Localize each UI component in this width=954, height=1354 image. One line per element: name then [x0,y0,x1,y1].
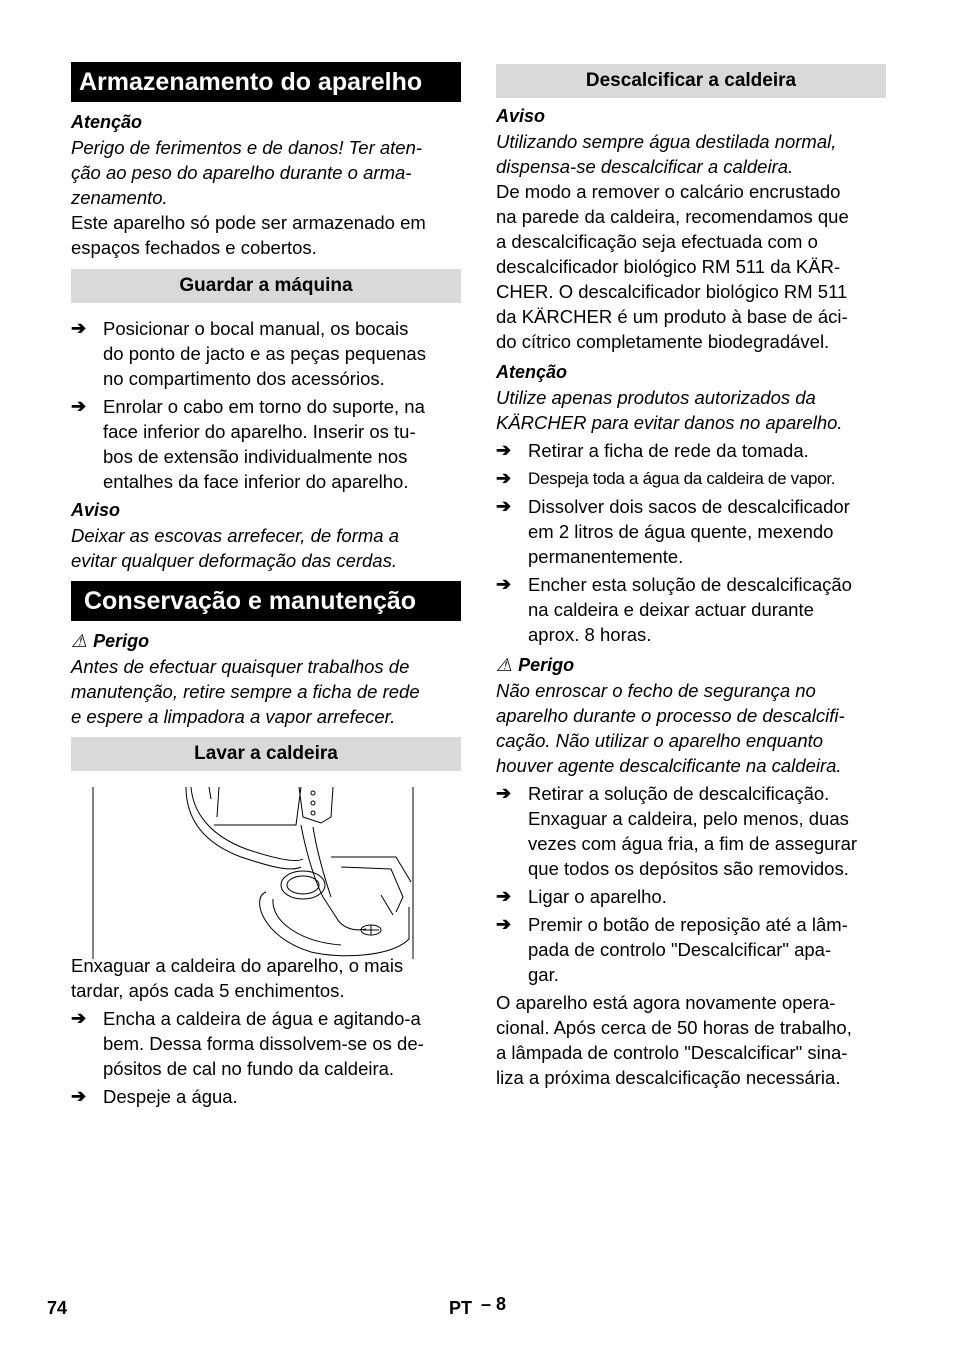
arrow-right-icon: ➔ [496,783,512,803]
caution-label: Atenção [71,112,143,132]
danger-label: ⚠ Perigo [496,653,886,678]
footer-lang: PT – 8 [449,1294,507,1318]
danger-label: ⚠ Perigo [71,629,461,654]
list-item: ➔ Enrolar o cabo em torno do suporte, na face inferior do aparelho. Inserir os tu- bos de extensão individualmente nos entalhes da face inferior do aparelho. [71,396,425,492]
boiler-illustration [71,787,461,959]
arrow-right-icon: ➔ [496,574,512,594]
notice-label: Aviso [496,106,546,126]
arrow-right-icon: ➔ [496,440,512,460]
notice-text: Utilizando sempre água destilada normal, dispensa-se descalcificar a caldeira. [496,131,837,177]
caution-label: Atenção [496,362,568,382]
page-number: 74 [47,1298,68,1318]
wash-text: Enxaguar a caldeira do aparelho, o mais tardar, após cada 5 enchimentos. [71,955,404,1001]
footer-page-suffix: – 8 [481,1294,507,1314]
arrow-right-icon: ➔ [71,396,87,416]
storage-text: Este aparelho só pode ser armazenado em espaços fechados e cobertos. [71,212,426,258]
arrow-right-icon: ➔ [71,1086,87,1106]
arrow-right-icon: ➔ [71,318,87,338]
steam-cleaner-sink-image [91,787,416,959]
caution-text: Perigo de ferimentos e de danos! Ter aten- ção ao peso do aparelho durante o arma- zenamento. [71,137,423,208]
warning-triangle-icon: ⚠ [71,631,88,651]
heading-descale: Descalcificar a caldeira [496,64,886,98]
heading-maintenance: Conservação e manutenção [71,581,461,621]
arrow-right-icon: ➔ [496,914,512,934]
notice-label: Aviso [71,500,121,520]
arrow-right-icon: ➔ [496,886,512,906]
descale-text: De modo a remover o calcário encrustado na parede da caldeira, recomendamos que a descalcificação seja efectuada com o descalcificador biológico RM 511 da KÄR- CHER. O descalcificador biológico RM 511 da KÄRCHER é um produto à base de áci- do cítrico completamente biodegradável. [496,181,849,352]
list-item: ➔ Despeje a água. [71,1086,238,1107]
heading-storage: Armazenamento do aparelho [71,62,461,102]
list-item: ➔ Ligar o aparelho. [496,886,667,907]
list-item: ➔ Despeja toda a água da caldeira de vapor. [496,466,886,491]
caution-text: Utilize apenas produtos autorizados da KÄRCHER para evitar danos no aparelho. [496,387,843,433]
list-item: ➔ Retirar a ficha de rede da tomada. [496,440,809,461]
list-item: ➔ Retirar a solução de descalcificação. Enxaguar a caldeira, pelo menos, duas vezes com água fria, a fim de assegurar que todos os depósitos são removidos. [496,783,858,879]
list-item: ➔ Encha a caldeira de água e agitando-a bem. Dessa forma dissolvem-se os de- pósitos de cal no fundo da caldeira. [71,1008,424,1079]
warning-triangle-icon: ⚠ [496,655,513,675]
heading-wash-boiler: Lavar a caldeira [71,737,461,771]
list-item: ➔ Encher esta solução de descalcificação na caldeira e deixar actuar durante aprox. 8 horas. [496,574,852,645]
heading-store-machine: Guardar a máquina [71,269,461,303]
left-column [71,62,461,1109]
list-item: ➔ Dissolver dois sacos de descalcificador em 2 litros de água quente, mexendo permanentemente. [496,496,850,567]
arrow-right-icon: ➔ [496,496,512,516]
final-text: O aparelho está agora novamente opera- cional. Após cerca de 50 horas de trabalho, a lâmpada de controlo "Descalcificar" sina- liza a próxima descalcificação necessária. [496,992,852,1088]
arrow-right-icon: ➔ [71,1008,87,1028]
danger-text: Não enroscar o fecho de segurança no aparelho durante o processo de descalcifi- cação. Não utilizar o aparelho enquanto houver agente descalcificante na caldeira. [496,680,845,776]
notice-text: Deixar as escovas arrefecer, de forma a evitar qualquer deformação das cerdas. [71,525,400,571]
danger-text: Antes de efectuar quaisquer trabalhos de manutenção, retire sempre a ficha de rede e espere a limpadora a vapor arrefecer. [71,656,420,727]
list-item: ➔ Premir o botão de reposição até a lâm- pada de controlo "Descalcificar" apa- gar. [496,914,848,985]
list-item: ➔ Posicionar o bocal manual, os bocais do ponto de jacto e as peças pequenas no compartimento dos acessórios. [71,318,426,389]
arrow-right-icon: ➔ [496,468,512,488]
right-column [496,62,886,1090]
